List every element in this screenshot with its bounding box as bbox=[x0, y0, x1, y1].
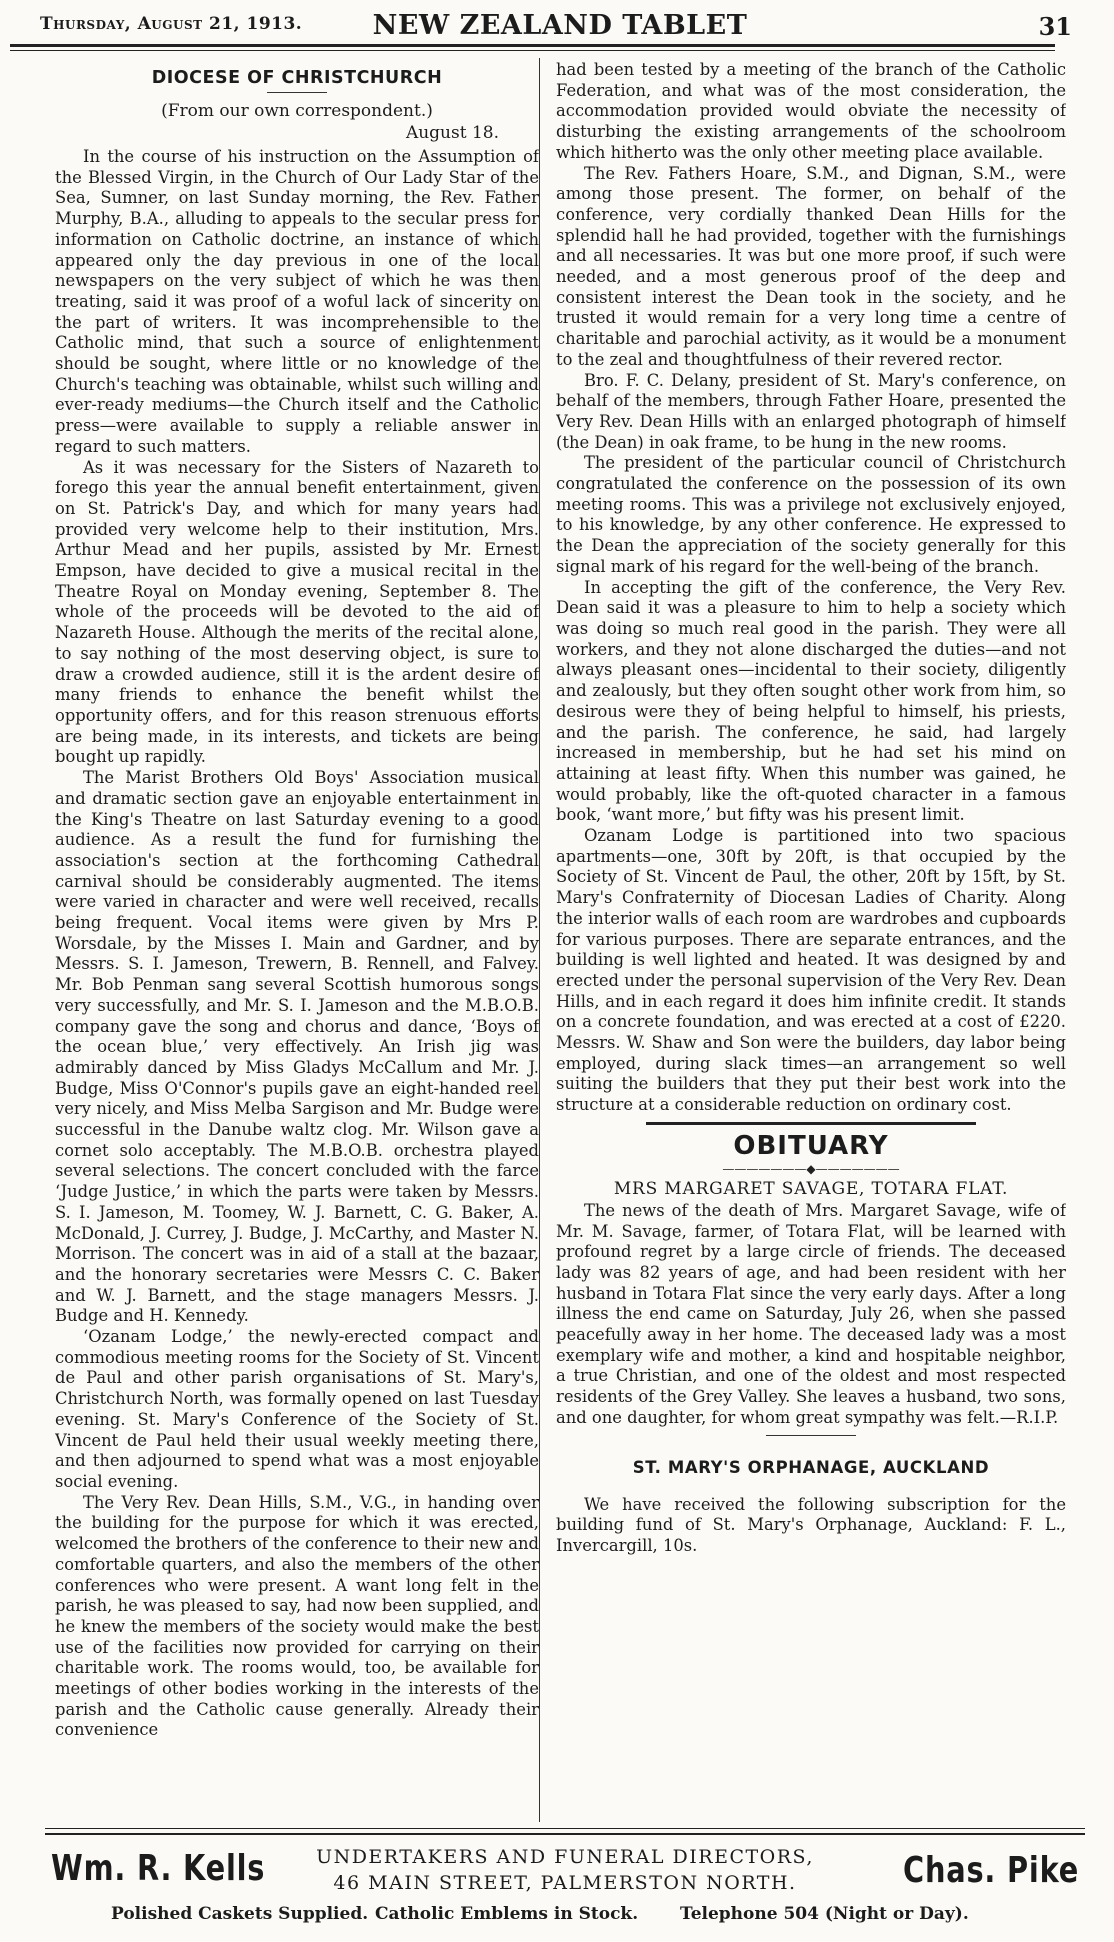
newspaper-title: NEW ZEALAND TABLET bbox=[372, 10, 748, 41]
obituary-subheading: MRS MARGARET SAVAGE, TOTARA FLAT. bbox=[613, 1178, 1009, 1199]
heading-underline bbox=[267, 92, 327, 93]
section-rule bbox=[766, 1435, 856, 1436]
masthead-rule-thin bbox=[10, 50, 1055, 51]
right-column bbox=[556, 60, 1066, 1825]
orphanage-heading: ST. MARY'S ORPHANAGE, AUCKLAND bbox=[632, 1457, 990, 1477]
ad-line-services: UNDERTAKERS AND FUNERAL DIRECTORS, bbox=[316, 1846, 814, 1868]
masthead-rule-thick bbox=[10, 44, 1055, 47]
article-paragraph: In the course of his instruction on the Assumption of the Blessed Virgin, in the Church of Our Lady Star of the Sea, Sumner, on last Sunday morning, the Rev. Father Murphy, B.A., alluding to appeals to the secular press for information on Catholic doctrine, an instance of which appeared only the day previous in one of the local newspapers on the very subject of which he was then treating, said it was proof of a woful lack of sincerity on the part of writers. It was incomprehensible to the Catholic mind, that such a source of enlightenment should be sought, where little or no knowledge of the Church's teaching was obtainable, whilst such willing and ever-ready mediums—the Church itself and the Catholic press—were available to supply a reliable answer in regard to such matters. bbox=[55, 147, 539, 456]
article-paragraph: The Marist Brothers Old Boys' Association musical and dramatic section gave an enjoyable entertainment in the King's Theatre on last Saturday evening to a good audience. As a result the fund for furnishing the association's section at the forthcoming Cathedral carnival should be considerably augmented. The items were varied in character and were well received, recalls being frequent. Vocal items were given by Mrs P. Worsdale, by the Misses I. Main and Gardner, and by Messrs. S. I. Jameson, Trewern, B. Rennell, and Falvey. Mr. Bob Penman sang several Scottish humorous songs very successfully, and Mr. S. I. Jameson and the M.B.O.B. company gave the song and chorus and dance, ‘Boys of the ocean blue,’ very effectively. An Irish jig was admirably danced by Miss Gladys McCallum and Mr. J. Budge, Miss O'Connor's pupils gave an eight-handed reel very nicely, and Miss Melba Sargison and Mr. Budge were successful in the Danube waltz clog. Mr. Wilson gave a cornet solo acceptably. The M.B.O.B. orchestra played several selections. The concert concluded with the farce ‘Judge Justice,’ in which the parts were taken by Messrs. S. I. Jameson, M. Toomey, W. J. Barnett, C. G. Baker, A. McDonald, J. Currey, J. Budge, J. McCarthy, and Master N. Morrison. The concert was in aid of a stall at the bazaar, and the honorary secretaries were Messrs C. C. Baker and W. J. Barnett, and the stage managers Messrs. J. Budge and H. Kennedy. bbox=[55, 768, 539, 1326]
article-paragraph: The president of the particular council of Christchurch congratulated the conference on the possession of its own meeting rooms. This was a privilege not exclusively enjoyed, to his knowledge, by any other conference. He expressed to the Dean the appreciation of the society generally for this signal mark of his regard for the well-being of the branch. bbox=[556, 453, 1066, 576]
obituary-rule bbox=[646, 1122, 976, 1125]
page-number: 31 bbox=[1038, 12, 1072, 41]
ad-line-address: 46 MAIN STREET, PALMERSTON NORTH. bbox=[333, 1872, 797, 1894]
column-divider bbox=[539, 58, 540, 1822]
undertaker-advertisement bbox=[45, 1838, 1085, 1938]
ad-rule-thin bbox=[45, 1828, 1085, 1829]
diocese-heading: DIOCESE OF CHRISTCHURCH bbox=[151, 68, 443, 88]
issue-date: Thursday, August 21, 1913. bbox=[40, 14, 303, 34]
article-paragraph: ‘Ozanam Lodge,’ the newly-erected compact and commodious meeting rooms for the Society of St. Vincent de Paul and other parish organisations of St. Mary's, Christchurch North, was formally opened on last Tuesday evening. St. Mary's Conference of the Society of St. Vincent de Paul held their usual weekly meeting there, and then adjourned to spend what was a most enjoyable social evening. bbox=[55, 1327, 539, 1491]
article-paragraph: Bro. F. C. Delany, president of St. Mary's conference, on behalf of the members, through Father Hoare, presented the Very Rev. Dean Hills with an enlarged photograph of himself (the Dean) in oak frame, to be hung in the new rooms. bbox=[556, 370, 1066, 452]
article-paragraph: As it was necessary for the Sisters of Nazareth to forego this year the annual benefit entertainment, given on St. Patrick's Day, and which for many years had provided very welcome help to their institution, Mrs. Arthur Mead and her pupils, assisted by Mr. Ernest Empson, have decided to give a musical recital in the Theatre Royal on Monday evening, September 8. The whole of the proceeds will be devoted to the aid of Nazareth House. Although the merits of the recital alone, to say nothing of the most deserving object, is sure to draw a crowded audience, still it is the ardent desire of many friends to enhance the benefit whilst the opportunity offers, and for this reason strenuous efforts are being made, in its interests, and tickets are being bought up rapidly. bbox=[55, 457, 539, 767]
byline: (From our own correspondent.) bbox=[161, 101, 433, 121]
ad-emblems: Catholic Emblems in Stock. bbox=[375, 1904, 639, 1924]
ornament-divider-icon: ———————◆——————— bbox=[722, 1161, 900, 1176]
article-paragraph-continued: had been tested by a meeting of the branch of the Catholic Federation, and what was of the most consideration, the accommodation provided would obviate the necessity of disturbing the existing arrangements of the schoolroom which hitherto was the only other meeting place available. bbox=[556, 60, 1066, 162]
left-column bbox=[55, 60, 539, 1825]
masthead bbox=[40, 8, 1080, 48]
ad-caskets: Polished Caskets Supplied. bbox=[111, 1904, 369, 1924]
ad-name-kells: Wm. R. Kells bbox=[51, 1848, 266, 1889]
dateline: August 18. bbox=[405, 123, 499, 143]
ad-rule-thick bbox=[45, 1833, 1085, 1835]
article-paragraph: Ozanam Lodge is partitioned into two spacious apartments—one, 30ft by 20ft, is that occupied by the Society of St. Vincent de Paul, the other, 20ft by 15ft, by St. Mary's Confraternity of Diocesan Ladies of Charity. Along the interior walls of each room are wardrobes and cupboards for various purposes. There are separate entrances, and the building is well lighted and heated. It was designed by and erected under the personal supervision of the Very Rev. Dean Hills, and in each regard it does him infinite credit. It stands on a concrete foundation, and was erected at a cost of £220. Messrs. W. Shaw and Son were the builders, day labor being employed, during slack times—an arrangement so well suiting the builders that they put their best work into the structure at a considerable reduction on ordinary cost. bbox=[556, 826, 1066, 1115]
article-paragraph: The Very Rev. Dean Hills, S.M., V.G., in handing over the building for the purpose for which it was erected, welcomed the brothers of the conference to their new and comfortable quarters, and also the members of the other conferences who were present. A want long felt in the parish, he was pleased to say, had now been supplied, and he knew the members of the society would make the best use of the facilities now provided for carrying on their charitable work. The rooms would, too, be available for meetings of other bodies working in the interests of the parish and the Catholic cause generally. Already their convenience bbox=[55, 1492, 539, 1740]
article-paragraph: In accepting the gift of the conference, the Very Rev. Dean said it was a pleasure to him to help a society which was doing so much real good in the parish. They were all workers, and they not alone discharged the duties—and not always pleasant ones—incidental to their society, diligently and zealously, but they often sought other work from him, so desirous were they of being helpful to himself, his priests, and the parish. The conference, he said, had largely increased in membership, but he had set his mind on attaining at least fifty. When this number was gained, he would probably, like the oft-quoted character in a famous book, ‘want more,’ but fifty was his present limit. bbox=[556, 577, 1066, 825]
article-paragraph: The Rev. Fathers Hoare, S.M., and Dignan, S.M., were among those present. The former, on behalf of the conference, very cordially thanked Dean Hills for the splendid hall he had provided, together with the furnishings and all necessaries. It was but one more proof, if such were needed, and a most generous proof of the deep and consistent interest the Dean took in the society, and he trusted it would remain for a very long time a centre of charitable and parochial activity, as it would be a monument to the zeal and thoughtfulness of their revered rector. bbox=[556, 163, 1066, 369]
obituary-heading: OBITUARY bbox=[733, 1130, 889, 1161]
orphanage-text: We have received the following subscription for the building fund of St. Mary's Orphanage, Auckland: F. L., Invercargill, 10s. bbox=[556, 1494, 1066, 1555]
ad-telephone: Telephone 504 (Night or Day). bbox=[680, 1904, 969, 1924]
ad-name-pike: Chas. Pike bbox=[902, 1850, 1079, 1891]
obituary-text: The news of the death of Mrs. Margaret Savage, wife of Mr. M. Savage, farmer, of Totara Flat, will be learned with profound regret by a large circle of friends. The deceased lady was 82 years of age, and had been resident with her husband in Totara Flat since the very early days. After a long illness the end came on Saturday, July 26, when she passed peacefully away in her home. The deceased lady was a most exemplary wife and mother, a kind and hospitable neighbor, a true Christian, and one of the oldest and most respected residents of the Grey Valley. She leaves a husband, two sons, and one daughter, for whom great sympathy was felt.—R.I.P. bbox=[556, 1200, 1066, 1427]
